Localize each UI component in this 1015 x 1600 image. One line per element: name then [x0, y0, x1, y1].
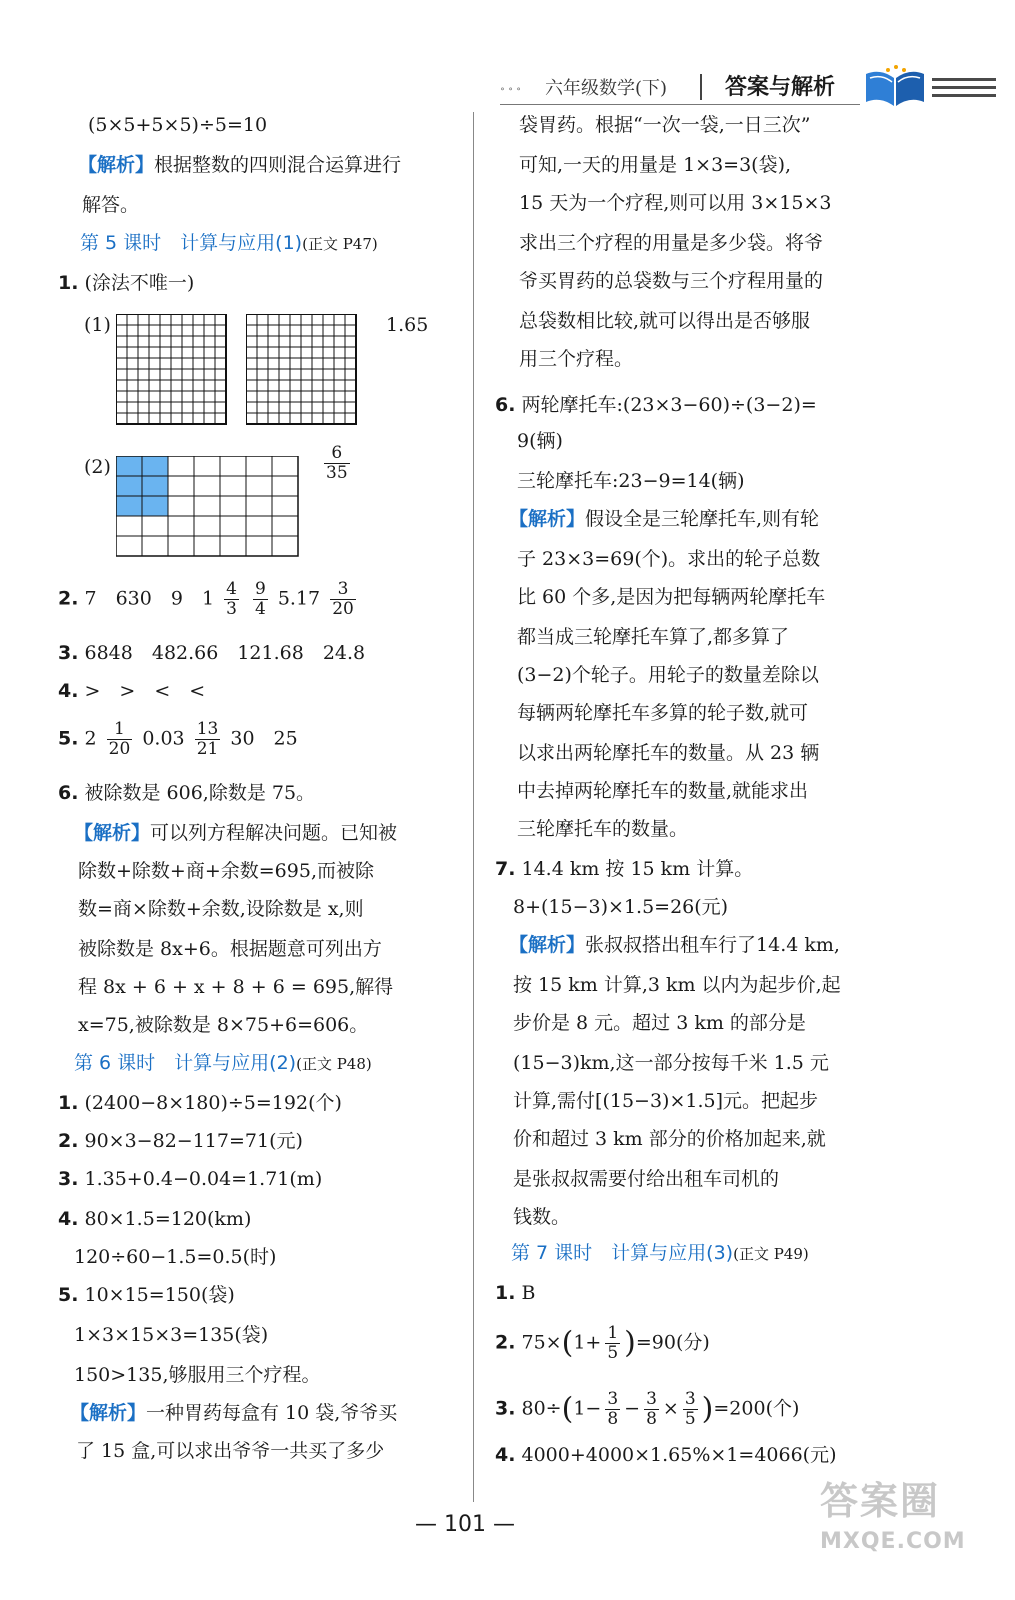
fraction: $\frac{6}{35}$ — [326, 443, 348, 483]
question-d3: 3. 80÷(1− $\frac{3}{8}$ − $\frac{3}{8}$ × $\frac{3}{5}$ )=200(个) — [495, 1389, 800, 1429]
analysis-text: 用三个疗程。 — [519, 348, 634, 370]
analysis-text: 以求出两轮摩托车的数量。从 23 辆 — [517, 742, 820, 764]
page-number: — 101 — — [415, 1512, 515, 1537]
analysis-text: 子 23×3=69(个)。求出的轮子总数 — [517, 548, 821, 570]
analysis-block: 【解析】可以列方程解决问题。已知被 — [74, 822, 398, 844]
page-header — [500, 70, 1000, 110]
analysis-text: 求出三个疗程的用量是多少袋。将爷 — [519, 232, 824, 254]
analysis-text: 步价是 8 元。超过 3 km 的部分是 — [513, 1012, 806, 1034]
answer-line: 9(辆) — [517, 430, 563, 452]
lesson-heading: 第 7 课时 计算与应用(3)(正文 P49) — [511, 1242, 809, 1264]
question-1 — [58, 270, 194, 296]
fraction: $\frac{13}{21}$ — [196, 719, 219, 759]
fraction: $\frac{9}{4}$ — [254, 579, 266, 619]
question-number: 2. — [58, 587, 79, 610]
answer-line: 150>135,够服用三个疗程。 — [74, 1364, 321, 1386]
question-b1: 1. (2400−8×180)÷5=192(个) — [58, 1092, 342, 1114]
header-underline — [500, 104, 860, 105]
analysis-text: x=75,被除数是 8×75+6=606。 — [78, 1014, 369, 1036]
fraction: $\frac{3}{8}$ — [607, 1389, 619, 1429]
header-decor-lines — [932, 78, 996, 102]
section-title: 答案与解析 — [725, 75, 836, 100]
sub-label: (2) — [84, 456, 111, 478]
lesson-title: 第 5 课时 计算与应用(1) — [80, 232, 303, 254]
analysis-text: 15 天为一个疗程,则可以用 3×15×3 — [519, 192, 832, 214]
analysis-text: 三轮摩托车的数量。 — [517, 818, 689, 840]
lesson-ref: (正文 P47) — [302, 235, 378, 253]
analysis-text: 可知,一天的用量是 1×3=3(袋), — [519, 154, 792, 176]
hundred-grid-1-shaded — [116, 314, 228, 426]
book-logo-icon — [860, 64, 930, 110]
grid-fraction-answer — [320, 444, 354, 483]
analysis-text: 每辆两轮摩托车多算的轮子数,就可 — [517, 702, 809, 724]
question-b5: 5. 10×15=150(袋) — [58, 1284, 235, 1306]
analysis-text: 袋胃药。根据“一次一袋,一日三次” — [519, 114, 811, 136]
analysis-text: 除数+除数+商+余数=695,而被除 — [78, 860, 374, 882]
analysis-block: 【解析】一种胃药每盒有 10 袋,爷爷买 — [70, 1402, 398, 1424]
question-5: 5. 2 $\frac{1}{20}$ 0.03 $\frac{13}{21}$ 30 25 — [58, 719, 298, 759]
lesson-heading — [80, 230, 378, 257]
grid-answer: 1.65 — [386, 314, 429, 336]
analysis-text: 钱数。 — [513, 1206, 571, 1228]
column-divider — [473, 112, 474, 1502]
analysis-block: 【解析】张叔叔搭出租车行了14.4 km, — [509, 934, 840, 956]
question-3: 3. 6848 482.66 121.68 24.8 — [58, 642, 366, 664]
question-d4: 4. 4000+4000×1.65%×1=4066(元) — [495, 1444, 837, 1466]
question-d1: 1. B — [495, 1282, 536, 1304]
question-b3: 3. 1.35+0.4−0.04=1.71(m) — [58, 1168, 323, 1190]
analysis-text: 根据整数的四则混合运算进行 — [154, 154, 402, 176]
fraction: $\frac{3}{8}$ — [646, 1389, 657, 1429]
analysis-text: 总袋数相比较,就可以得出是否够服 — [519, 310, 811, 332]
question-2: 2. 7 630 9 1 $\frac{4}{3}$ $\frac{9}{4}$ 5.17 $\frac{3}{20}$ — [58, 579, 354, 619]
question-number: 1. — [58, 272, 79, 294]
analysis-text: 程 8x + 6 + x + 8 + 6 = 695,解得 — [78, 976, 394, 998]
header-separator — [700, 74, 702, 100]
fraction: $\frac{3}{20}$ — [332, 579, 354, 619]
question-b4: 4. 80×1.5=120(km) — [58, 1208, 252, 1230]
hundred-grid-2 — [246, 314, 358, 426]
answer-line: 三轮摩托车:23−9=14(辆) — [517, 470, 745, 492]
analysis-text: 按 15 km 计算,3 km 以内为起步价,起 — [513, 974, 841, 996]
question-d2: 2. 75×(1+ $\frac{1}{5}$ )=90(分) — [495, 1323, 710, 1363]
analysis-text: (15−3)km,这一部分按每千米 1.5 元 — [513, 1052, 829, 1074]
analysis-block — [78, 152, 401, 178]
fraction: $\frac{4}{3}$ — [226, 579, 237, 619]
answer-line: (5×5+5×5)÷5=10 — [88, 114, 268, 136]
analysis-text: 爷买胃药的总袋数与三个疗程用量的 — [519, 270, 824, 292]
fraction: $\frac{1}{5}$ — [607, 1323, 619, 1363]
question-c7: 7. 14.4 km 按 15 km 计算。 — [495, 858, 754, 880]
answer-line: 120÷60−1.5=0.5(时) — [74, 1246, 277, 1268]
header-dots: ∘ ∘ ∘ — [500, 84, 522, 95]
fraction: $\frac{3}{5}$ — [684, 1389, 696, 1429]
analysis-block: 【解析】假设全是三轮摩托车,则有轮 — [509, 508, 820, 530]
analysis-text: 中去掉两轮摩托车的数量,就能求出 — [517, 780, 809, 802]
question-c6: 6. 两轮摩托车:(23×3−60)÷(3−2)= — [495, 394, 817, 416]
fraction: $\frac{1}{20}$ — [108, 719, 131, 759]
answer-line: 1×3×15×3=135(袋) — [74, 1324, 269, 1346]
question-text: (涂法不唯一) — [84, 272, 195, 294]
analysis-text: 价和超过 3 km 部分的价格加起来,就 — [513, 1128, 826, 1150]
analysis-text: 数=商×除数+余数,设除数是 x,则 — [78, 898, 364, 920]
rectangle-grid-shaded — [116, 456, 300, 562]
sub-label: (1) — [84, 314, 111, 336]
analysis-text: 被除数是 8x+6。根据题意可列出方 — [78, 938, 382, 960]
analysis-text: 了 15 盒,可以求出爷爷一共买了多少 — [76, 1440, 385, 1462]
analysis-text: 解答。 — [82, 194, 140, 216]
question-4: 4. > > < < — [58, 680, 206, 702]
question-b2: 2. 90×3−82−117=71(元) — [58, 1130, 303, 1152]
course-title: 六年级数学(下) — [545, 78, 668, 99]
question-6: 6. 被除数是 606,除数是 75。 — [58, 782, 316, 804]
answer-line: 8+(15−3)×1.5=26(元) — [513, 896, 729, 918]
lesson-heading: 第 6 课时 计算与应用(2)(正文 P48) — [74, 1052, 372, 1074]
watermark: 答案圈 MXQE.COM — [820, 1479, 966, 1554]
analysis-text: 是张叔叔需要付给出租车司机的 — [513, 1168, 780, 1190]
analysis-text: 计算,需付[(15−3)×1.5]元。把起步 — [513, 1090, 819, 1112]
analysis-text: (3−2)个轮子。用轮子的数量差除以 — [517, 664, 819, 686]
analysis-text: 比 60 个多,是因为把每辆两轮摩托车 — [517, 586, 826, 608]
analysis-text: 都当成三轮摩托车算了,都多算了 — [517, 626, 790, 648]
analysis-tag: 【解析】 — [78, 154, 155, 176]
